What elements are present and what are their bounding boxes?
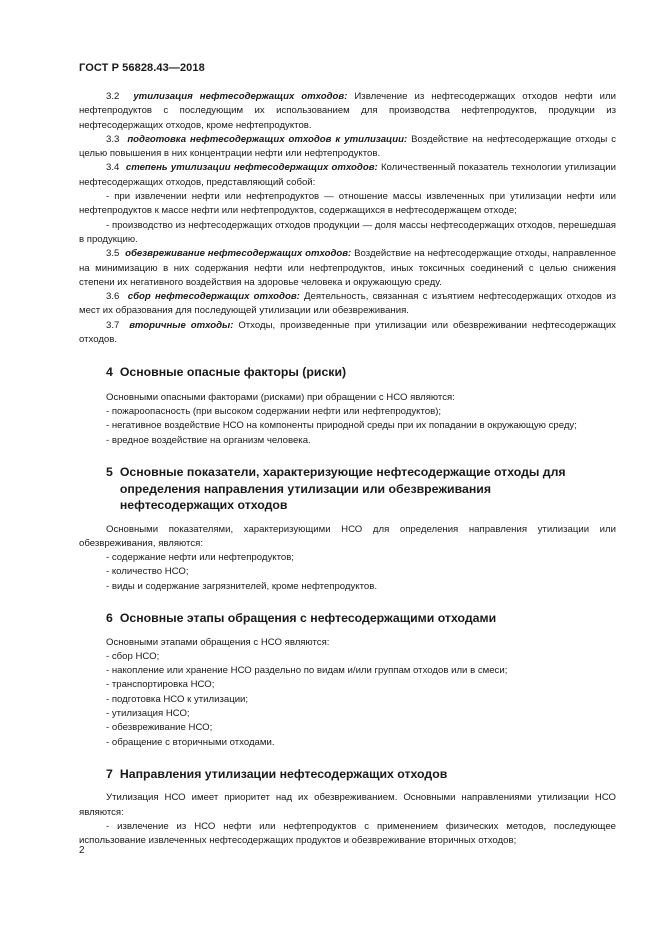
list-item: - негативное воздействие НСО на компоненты природной среды при их попадании в окружающую среду; [106, 420, 577, 432]
definition-number: 3.2 [106, 91, 120, 102]
list-item: - извлечение из НСО нефти или нефтепродуктов с применением физических методов, последующее использование извлеченных нефтесодержащих продуктов и обезвреживание вторичных отходов; [79, 820, 616, 847]
list-item: - виды и содержание загрязнителей, кроме нефтепродуктов. [106, 580, 377, 592]
definition-text: Воздействие на нефтесодержащие отходы с целью повышения в них концентрации нефти или нефтепродуктов. [79, 133, 616, 160]
list-item: - вредное воздействие на организм человека. [106, 434, 311, 446]
section-number: 7 [106, 766, 113, 781]
section-intro: Утилизация НСО имеет приоритет над их обезвреживанием. Основными направлениями утилизации НСО являются: [79, 792, 616, 818]
section-intro: Основными показателями, характеризующими НСО для определения направления утилизации или обезвреживания, являются: [79, 523, 616, 549]
section-title: Направления утилизации нефтесодержащих отходов [119, 766, 448, 781]
page-content [79, 90, 616, 849]
section-5-heading [79, 464, 616, 514]
document-code: ГОСТ Р 56828.43—2018 [79, 62, 205, 74]
list-item: - подготовка НСО к утилизации; [106, 693, 249, 705]
list-item: - производство из нефтесодержащих отходов продукции — доля массы нефтесодержащих отходов, перешедшая в продукцию. [79, 219, 616, 245]
definition-term: обезвреживание нефтесодержащих отходов: [125, 248, 352, 260]
section-title: Основные показатели, характеризующие нефтесодержащие отходы для определения направления утилизации или обезвреживания нефтесодержащих отходов [119, 465, 566, 513]
section-number: 4 [106, 365, 113, 380]
section-6-heading [79, 610, 616, 627]
definition-term: степень утилизации нефтесодержащих отходов: [125, 162, 378, 174]
list-item: - сбор НСО; [106, 650, 160, 662]
definition-3-5 [79, 247, 616, 290]
definition-number: 3.5 [106, 248, 120, 260]
definition-3-6 [79, 290, 616, 319]
list-item: - утилизация НСО; [106, 708, 190, 719]
section-title: Основные этапы обращения с нефтесодержащими отходами [119, 611, 497, 626]
definition-text: Воздействие на нефтесодержащие отходы, направленное на минимизацию в них содержания нефти или нефтепродуктов, иных токсичных соединений с целью снижения степени их негативного воздействия на здоровье человека и окружающую среду. [79, 248, 616, 288]
section-7-heading [79, 766, 616, 783]
section-number: 6 [106, 611, 113, 626]
definition-3-3 [79, 133, 616, 162]
definition-text: Отходы, произведенные при утилизации или обезвреживании нефтесодержащих отходов. [79, 319, 616, 346]
list-item: - пожароопасность (при высоком содержании нефти или нефтепродуктов); [106, 406, 442, 418]
list-item: - обезвреживание НСО; [106, 722, 213, 734]
list-item: - обращение с вторичными отходами. [106, 736, 275, 748]
definition-text: Извлечение из нефтесодержащих отходов нефти или нефтепродуктов с последующим их использованием для производства нефтепродуктов, продукции из нефтесодержащих отходов, кроме нефтепродуктов. [79, 91, 616, 131]
definition-term: подготовка нефтесодержащих отходов к утилизации: [127, 133, 408, 145]
definition-number: 3.4 [106, 162, 120, 174]
list-item: - транспортировка НСО; [106, 679, 215, 691]
definition-3-4 [79, 161, 616, 190]
section-4-heading [79, 364, 616, 381]
definition-number: 3.6 [106, 291, 120, 303]
page-number: 2 [79, 845, 85, 856]
definition-number: 3.7 [106, 319, 120, 331]
definition-3-2 [79, 90, 616, 133]
list-item: - накопление или хранение НСО раздельно по видам и/или группам отходов или в смеси; [106, 665, 508, 677]
definition-term: сбор нефтесодержащих отходов: [127, 291, 300, 303]
definition-text: Деятельность, связанная с изъятием нефтесодержащих отходов из мест их образования для последующей утилизации или обезвреживания. [79, 291, 616, 317]
definition-term: утилизация нефтесодержащих отходов: [133, 91, 348, 102]
list-item: - при извлечении нефти или нефтепродуктов — отношение массы извлеченных при утилизации нефти или нефтепродуктов к массе нефти или нефтепродуктов, содержащихся в нефтесодержащем отходе; [79, 191, 616, 217]
definition-3-7 [79, 319, 616, 348]
definition-text: Количественный показатель технологии утилизации нефтесодержащих отходов, представляющий собой: [79, 162, 616, 188]
definition-term: вторичные отходы: [129, 319, 234, 331]
section-title: Основные опасные факторы (риски) [119, 365, 347, 380]
list-item: - содержание нефти или нефтепродуктов; [106, 552, 294, 564]
section-intro: Основными опасными факторами (рисками) при обращении с НСО являются: [106, 391, 455, 403]
definition-number: 3.3 [106, 133, 120, 145]
list-item: - количество НСО; [106, 566, 189, 578]
section-number: 5 [106, 465, 113, 480]
section-intro: Основными этапами обращения с НСО являются: [106, 636, 330, 648]
